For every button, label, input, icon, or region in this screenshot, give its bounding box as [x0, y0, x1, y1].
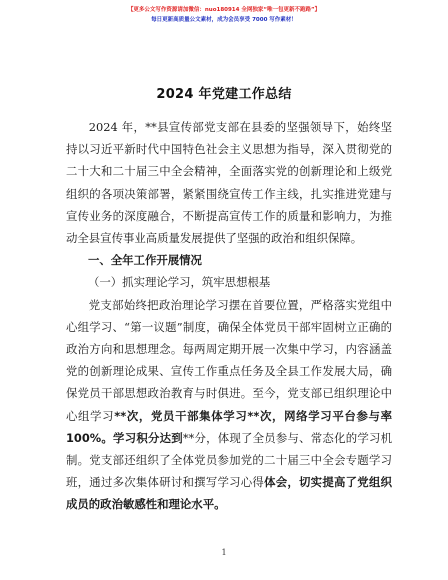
- watermark-banner: [0, 5, 448, 25]
- study-text-2: **分，体现了全员参与、常态化的学习机制。党支部还组织了全体党员参加党的二十届三中全会专题学习班，通过多次集体研讨和撰写学习心得: [66, 430, 392, 490]
- study-text-1: 党支部始终把政治理论学习摆在首要位置，严格落实党组中心组学习、“第一议题”制度，确保全体党员干部牢固树立正确的政治方向和思想理念。每两周定期开展一次集中学习，内容涵盖党的创新理论成果、宣传工作重点任务及全县工作发展大局，确保党员干部思想政治教育与时俱进。至今，党支部已组织理论中心组学习: [66, 297, 392, 423]
- study-paragraph: [66, 294, 392, 516]
- study-bold-1: **次，党员干部集体学习**次，网络学习平台参与率 100%。学习积分达到: [66, 408, 392, 445]
- section-heading: 一、全年工作开展情况: [88, 253, 202, 268]
- page-number: 1: [221, 548, 227, 557]
- subsection-heading: （一）抓实理论学习，筑牢思想根基: [88, 275, 271, 290]
- intro-paragraph: 2024 年，**县宣传部党支部在县委的坚强领导下，始终坚持以习近平新时代中国特色社会主义思想为指导，深入贯彻党的二十大和二十届三中全会精神，全面落实党的创新理论和上级党组织的各项决策部署，紧紧围绕宣传工作主线，扎实推进党建与宣传业务的深度融合，不断提高宣传工作的质量和影响力，为推动全县宣传事业高质量发展提供了坚强的政治和组织保障。: [66, 120, 392, 246]
- banner-line-2: 每日更新高质量公文素材，成为会员享受 7000 写作素材！: [151, 17, 297, 23]
- banner-line-1: 【更多公文写作资源请加微信：nuo180914 全网独家“唯一包更新不跑路”】: [127, 7, 321, 13]
- document-body: [66, 116, 392, 516]
- study-bold-2: 体会，切实提高了党组织成员的政治敏感性和理论水平。: [66, 475, 392, 512]
- document-title: 2024 年党建工作总结: [156, 87, 292, 102]
